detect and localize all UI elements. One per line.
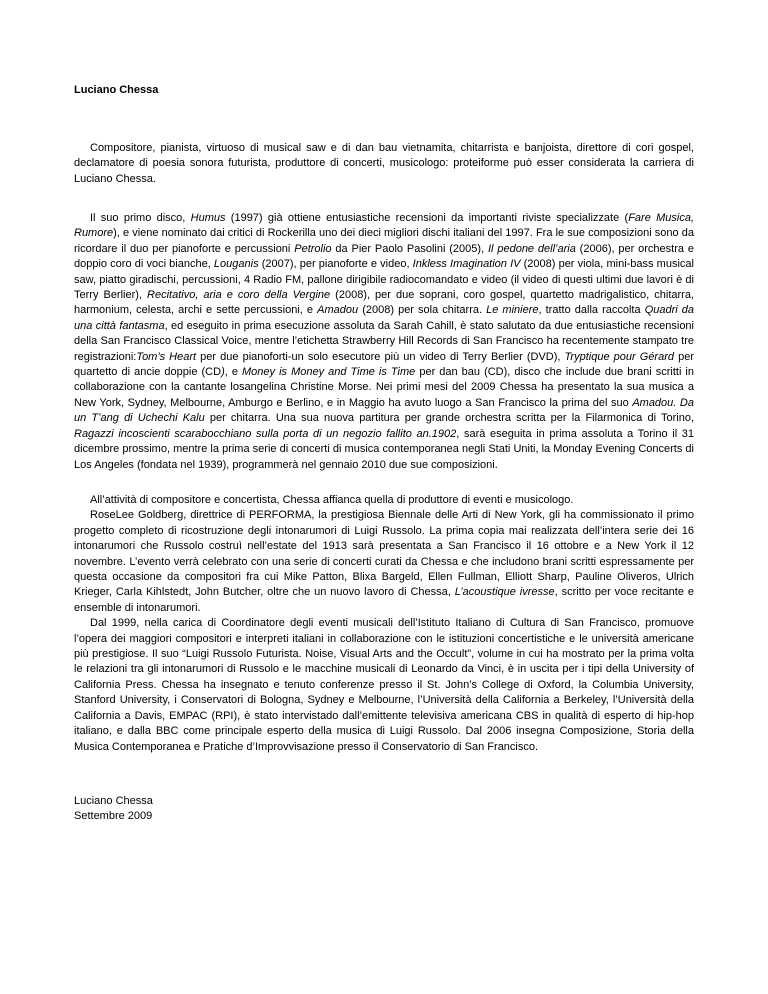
italic-title-run: ) [221, 366, 225, 379]
text-run: (1997) già ottiene entusiastiche recensioni da importanti riviste specializzate ( [225, 212, 629, 224]
italic-title-run: Amadou [317, 304, 359, 317]
text-run: per quartetto di ancie doppie (CD [74, 350, 694, 379]
text-run: (2008), per due soprani, coro gospel, quartetto madrigalistico, chitarra, harmonium, celesta, archi e sette percussioni, e [74, 289, 694, 317]
italic-title-run: Quadri da una città fantasma [74, 304, 695, 332]
document-title: Luciano Chessa [74, 84, 159, 96]
text-run: (2007), per pianoforte e video, [258, 258, 413, 271]
text-run: da Pier Paolo Pasolini (2005), [331, 242, 488, 255]
istituto-paragraph: Dal 1999, nella carica di Coordinatore degli eventi musicali dell’Istituto Italiano di Cultura di San Francisco, promuove l’opera dei maggiori compositori e interpreti italiani in collaborazione con le istituzioni concertistiche e le università americane più prestigiose. Il suo “Luigi Russolo Futurista. Noise, Visual Arts and the Occult”, volume in cui ha mostrato per la prima volta le relazioni tra gli intonarumori di Russolo e le macchine musicali di Leonardo da Vinci, è in uscita per i tipi della University of California Press. Chessa ha insegnato e tenuto conferenze presso il St. John’s College di Oxford, la Columbia University, Stanford University, i Conservatori di Bologna, Sydney e Melbourne, l’Università della California a Berkeley, l’Università della California a Davis, EMPAC (RPI), è stato intervistado dall’emittente televisiva americana CBS in qualità di esperto di hip-hop italiano, e dalla BBC come principale esperto della musica di Luigi Russolo. Dal 2006 insegna Composizione, Storia della Musica Contemporanea e Pratiche d’Improvvisazione presso il Conservatorio di San Francisco. [74, 617, 694, 753]
italic-title-run: Louganis [213, 258, 259, 271]
text-run: (2006), per orchestra e doppio coro di voci bianche, [74, 242, 694, 271]
activities-section [74, 493, 694, 755]
italic-title-run: Petrolio [294, 242, 332, 255]
intro-paragraph: Compositore, pianista, virtuoso di musical saw e di dan bau vietnamita, chitarrista e banjoista, direttore di cori gospel, declamatore di poesia sonora futurista, produttore di concerti, musicologo: proteiforme può esser considerata la carriera di Luciano Chessa. [74, 142, 694, 185]
italic-title-run: Le miniere [486, 304, 539, 317]
text-run: Il suo primo disco, [90, 212, 191, 224]
italic-title-run: Il pedone dell’aria [487, 242, 576, 255]
text-run: , ed eseguito in prima esecuzione assoluta da Sarah Cahill, è stato salutato da due entusiastiche recensioni della San Francisco Classical Voice, mentre l’etichetta Strawberry Hill Records di San Francisco ha recentemente stampato tre registrazioni: [74, 319, 694, 363]
signature-name: Luciano Chessa [74, 795, 153, 807]
discography-paragraph [74, 211, 694, 473]
italic-title-run: Humus [190, 212, 226, 224]
italic-title-run: Amadou. Da un T’ang di Uchechi Kalu [74, 396, 694, 425]
text-run: , scritto per voce recitante e ensemble di intonarumori. [74, 586, 694, 614]
text-run: , sarà eseguita in prima assoluta a Torino il 31 dicembre prossimo, mentre la prima serie di concerti di musica contemporanea negli Stati Uniti, la Monday Evening Concerts di Los Angeles (fondata nel 1939), programmerà nel gennaio 2010 due sue composizioni. [74, 427, 694, 471]
italic-title-run: Money is Money and Time is Time [242, 366, 416, 379]
text-run: per dan bau (CD), disco che include due brani scritti in collaborazione con la cantante losangelina Christine Morse. Nei primi mesi del 2009 Chessa ha presentato la sua musica a New York, Sydney, Melbourne, Amburgo e Berlino, e in Maggio ha avuto luogo a San Francisco la prima del suo [74, 366, 694, 409]
italic-title-run: Inkless Imagination IV [412, 258, 521, 271]
text-run: ), e viene nominato dai critici di Rockerilla uno dei dieci migliori dischi italiani del 1997. Fra le sue composizioni sono da ricordare il duo per pianoforte e percussioni [74, 227, 694, 255]
signature-block [74, 794, 153, 825]
text-run: , e [224, 366, 243, 379]
text-run: RoseLee Goldberg, direttrice di PERFORMA, la prestigiosa Biennale delle Arti di New York, gli ha commissionato il primo progetto completo di ricostruzione degli intonarumori di Luigi Russolo. La prima copia mai realizzata dell’intera serie dei 16 intonarumori che Russolo costruì nell’estate del 1913 sarà presentata a San Francisco il 16 ottobre e a New York il 12 novembre. L’evento verrà celebrato con una serie di concerti curati da Chessa e che includono brani scritti espressamente per questa occasione da compositori fra cui Mike Patton, Blixa Bargeld, Ellen Fullman, Elliott Sharp, Pauline Oliveros, Ulrich Krieger, Carla Kihlstedt, John Butcher, oltre che un nuovo lavoro di Chessa, [74, 509, 694, 599]
italic-title-run: Recitativo, aria e coro della Vergine [147, 289, 331, 302]
italic-title-run: L’acoustique ivresse [454, 586, 555, 599]
russolo-project-paragraph [74, 508, 694, 616]
italic-title-run: Ragazzi incoscienti scarabocchiano sulla porta di un negozio fallito an.1902 [74, 427, 457, 440]
text-run: , tratto dalla raccolta [538, 304, 645, 317]
text-run: (2008) per viola, mini-bass musical saw, piatto giradischi, percussioni, 4 Radio FM, pallone dirigibile radiocomandato e video (il video di questi ultimi due lavori è di Terry Berlier), [74, 258, 694, 302]
text-run: (2008) per sola chitarra. [358, 304, 487, 317]
text-run: per due pianoforti-un solo esecutore più un video di Terry Berlier (DVD), [196, 350, 565, 363]
signature-date: Settembre 2009 [74, 810, 153, 823]
italic-title-run: Tom’s Heart [136, 350, 197, 363]
italic-title-run: Tryptique pour Gérard [564, 350, 674, 363]
italic-title-run: Fare Musica, Rumore [74, 212, 694, 240]
activities-intro: All’attività di compositore e concertista, Chessa affianca quella di produttore di eventi e musicologo. [90, 494, 574, 506]
text-run: per chitarra. Una sua nuova partitura per grande orchestra scritta per la Filarmonica di Torino, [204, 412, 695, 425]
